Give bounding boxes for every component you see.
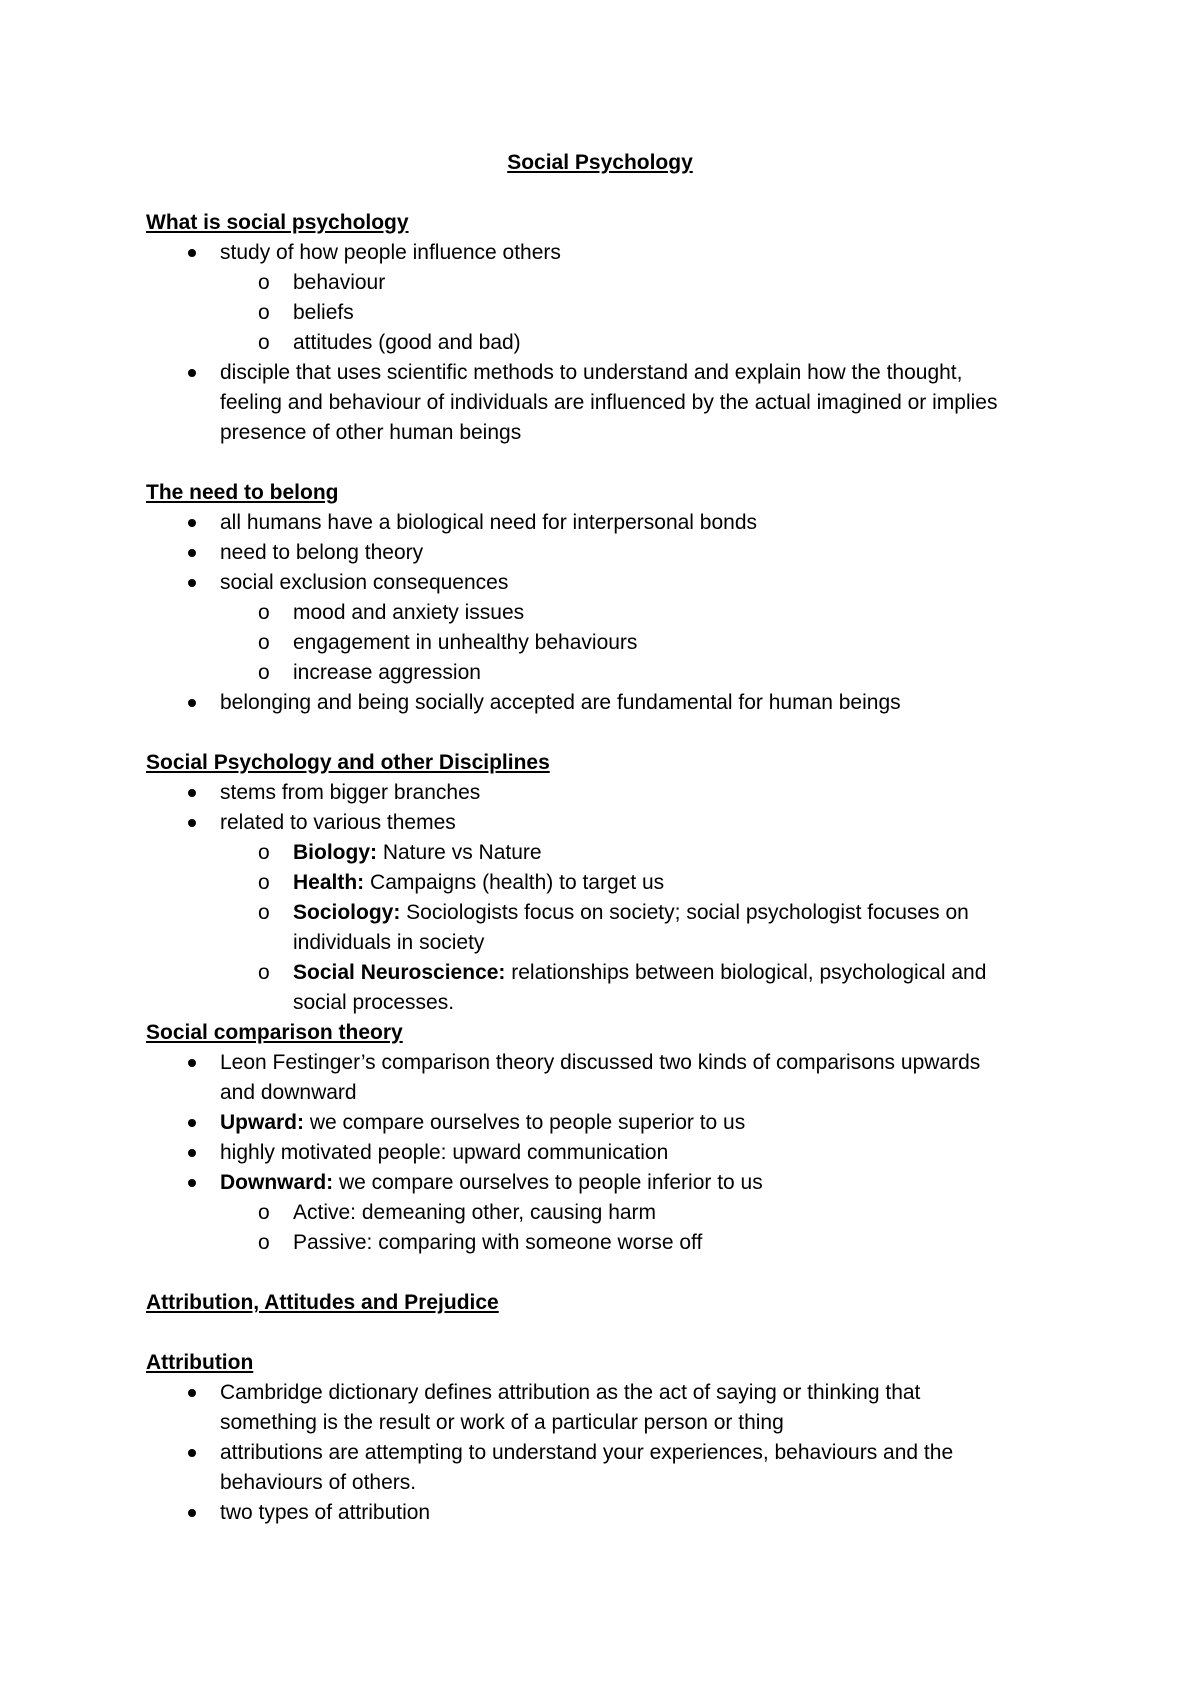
sub-bullet-icon: o — [258, 841, 270, 864]
bullet-icon — [188, 789, 196, 797]
sub-bullet-item: o beliefs — [146, 298, 1066, 328]
bullet-icon — [188, 1449, 196, 1457]
bullet-continuation: behaviours of others. — [220, 1471, 417, 1494]
bullet-item: attributions are attempting to understand your experiences, behaviours and the — [146, 1438, 1066, 1468]
sub-bullet-item: o Passive: comparing with someone worse off — [146, 1228, 1066, 1258]
bullet-icon — [188, 549, 196, 557]
sub-bullet-icon: o — [258, 961, 270, 984]
bullet-item: Cambridge dictionary defines attribution as the act of saying or thinking that — [146, 1378, 1066, 1408]
sub-bullet-icon: o — [258, 661, 270, 684]
bullet-icon — [188, 579, 196, 587]
bullet-icon — [188, 819, 196, 827]
bullet-item: disciple that uses scientific methods to understand and explain how the thought, — [146, 358, 1066, 388]
section-heading: Social Psychology and other Disciplines — [146, 751, 550, 774]
sub-bullet-icon: o — [258, 331, 270, 354]
document-body — [146, 208, 1066, 1528]
bullet-item: belonging and being socially accepted are fundamental for human beings — [146, 688, 1066, 718]
sub-bullet-icon: o — [258, 1201, 270, 1224]
bullet-item: Downward: we compare ourselves to people inferior to us — [146, 1168, 1066, 1198]
sub-bullet-item: o behaviour — [146, 268, 1066, 298]
sub-bullet-icon: o — [258, 631, 270, 654]
bullet-continuation: and downward — [220, 1081, 357, 1104]
section-heading: Attribution — [146, 1351, 254, 1374]
sub-bullet-item: o mood and anxiety issues — [146, 598, 1066, 628]
section-heading: What is social psychology — [146, 211, 409, 234]
sub-bullet-item: o increase aggression — [146, 658, 1066, 688]
bullet-item: Leon Festinger’s comparison theory discussed two kinds of comparisons upwards — [146, 1048, 1066, 1078]
sub-bullet-item: o Active: demeaning other, causing harm — [146, 1198, 1066, 1228]
sub-bullet-item: o attitudes (good and bad) — [146, 328, 1066, 358]
bullet-continuation: feeling and behaviour of individuals are influenced by the actual imagined or implies — [220, 391, 998, 414]
sub-bullet-item: o Health: Campaigns (health) to target us — [146, 868, 1066, 898]
sub-bullet-item: o Biology: Nature vs Nature — [146, 838, 1066, 868]
bullet-icon — [188, 1149, 196, 1157]
bullet-item: study of how people influence others — [146, 238, 1066, 268]
bullet-icon — [188, 1509, 196, 1517]
bullet-item: Upward: we compare ourselves to people superior to us — [146, 1108, 1066, 1138]
sub-bullet-icon: o — [258, 871, 270, 894]
bullet-icon — [188, 519, 196, 527]
section-heading: Social comparison theory — [146, 1021, 403, 1044]
bullet-continuation: presence of other human beings — [220, 421, 522, 444]
sub-bullet-icon: o — [258, 271, 270, 294]
sub-bullet-icon: o — [258, 301, 270, 324]
sub-bullet-item: o Social Neuroscience: relationships between biological, psychological and — [146, 958, 1066, 988]
bullet-icon — [188, 1059, 196, 1067]
bullet-icon — [188, 249, 196, 257]
sub-bullet-item: o Sociology: Sociologists focus on society; social psychologist focuses on — [146, 898, 1066, 928]
bullet-item: highly motivated people: upward communication — [146, 1138, 1066, 1168]
bullet-item: need to belong theory — [146, 538, 1066, 568]
bullet-continuation: something is the result or work of a particular person or thing — [220, 1411, 784, 1434]
sub-bullet-continuation: social processes. — [293, 991, 455, 1014]
sub-bullet-continuation: individuals in society — [293, 931, 485, 954]
page-title: Social Psychology — [507, 151, 693, 174]
sub-bullet-item: o engagement in unhealthy behaviours — [146, 628, 1066, 658]
bullet-icon — [188, 1389, 196, 1397]
bullet-icon — [188, 1179, 196, 1187]
sub-bullet-icon: o — [258, 1231, 270, 1254]
bullet-item: stems from bigger branches — [146, 778, 1066, 808]
bullet-icon — [188, 1119, 196, 1127]
section-heading: The need to belong — [146, 481, 339, 504]
bullet-icon — [188, 699, 196, 707]
bullet-item: all humans have a biological need for interpersonal bonds — [146, 508, 1066, 538]
sub-bullet-icon: o — [258, 901, 270, 924]
section-heading: Attribution, Attitudes and Prejudice — [146, 1291, 499, 1314]
bullet-item: social exclusion consequences — [146, 568, 1066, 598]
bullet-item: related to various themes — [146, 808, 1066, 838]
sub-bullet-icon: o — [258, 601, 270, 624]
bullet-item: two types of attribution — [146, 1498, 1066, 1528]
bullet-icon — [188, 369, 196, 377]
